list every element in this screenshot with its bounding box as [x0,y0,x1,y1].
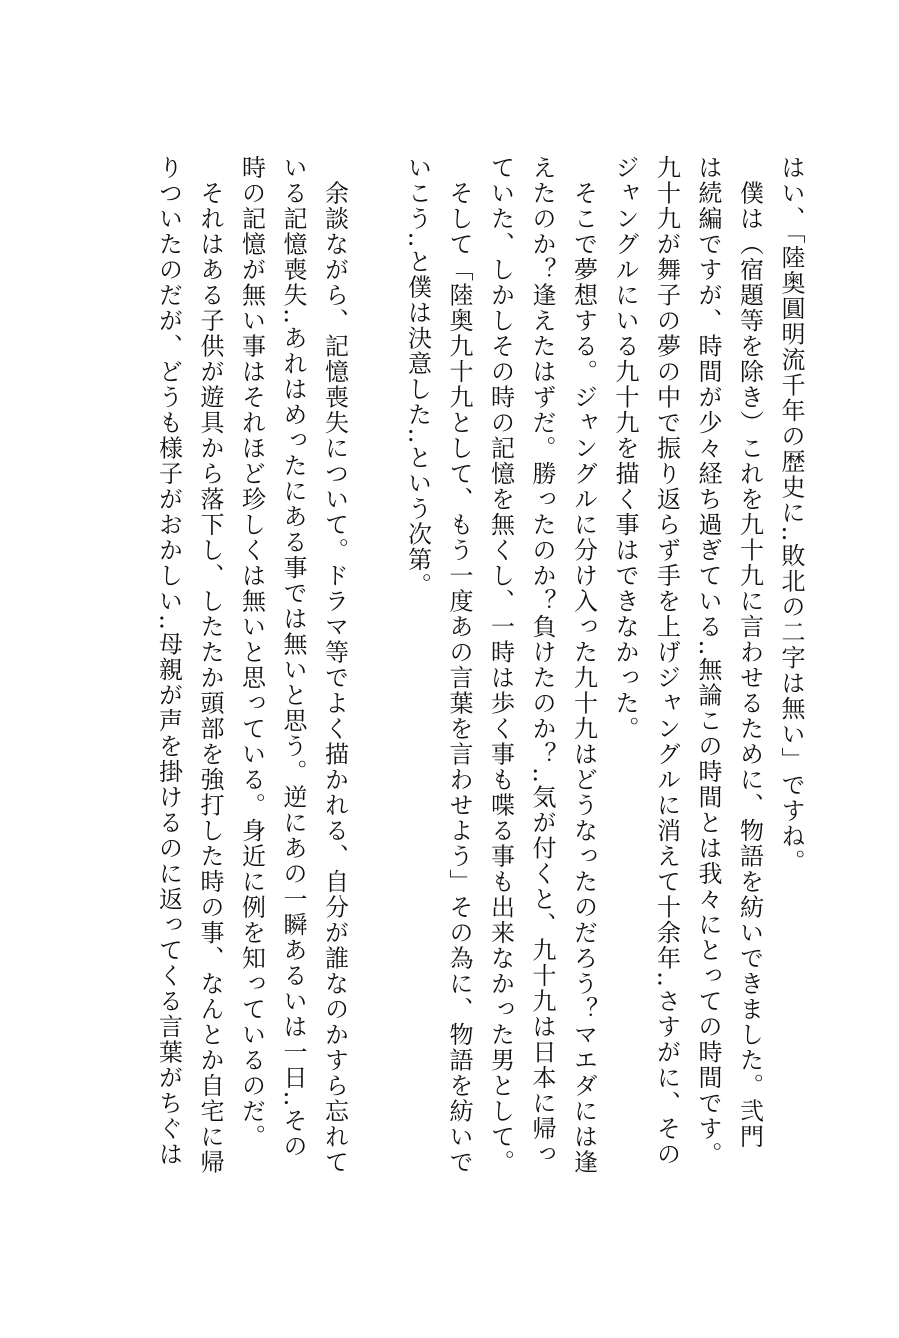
text-line-6: そこで夢想する。ジャングルに分け入った九十九はどうなったのだろう？マエダには逢 [569,155,598,1175]
text-line-5: ジャングルにいる九十九を描く事はできなかった。 [611,155,639,742]
vertical-text-body [147,155,811,1185]
text-line-15: それはある子供が遊具から落下し、したたか頭部を強打した時の事、なんとか自宅に帰 [196,155,224,1175]
text-line-2: 僕は（宿題等を除き）これを九十九に言わせるために、物語を紡いできました。弐門 [735,155,764,1150]
text-line-4: 九十九が舞子の夢の中で振り返らず手を上げジャングルに消えて十余年‥さすがに、その [652,155,681,1168]
paragraph-break [355,155,397,1185]
text-line-1: はい、「陸奥圓明流千年の歴史に‥敗北の二字は無い」ですね。 [777,155,805,875]
text-line-14: 時の記憶が無い事はそれほど珍しくは無いと思っている。身近に例を知っているのだ。 [237,155,266,1150]
text-line-12: 余談ながら、記憶喪失について。ドラマ等でよく描かれる、自分が誰なのかすら忘れて [320,155,349,1175]
text-line-13: いる記憶喪失‥あれはめったにある事では無いと思う。逆にあの一瞬あるいは一日‥その [279,155,307,1160]
text-line-7: えたのか？逢えたはずだ。勝ったのか？負けたのか？‥気が付くと、九十九は日本に帰っ [528,155,556,1168]
text-line-9: そして「陸奥九十九として、もう一度あの言葉を言わせよう」その為に、物語を紡いで [445,155,473,1175]
text-line-3: は続編ですが、時間が少々経ち過ぎている‥無論この時間とは我々にとっての時間です。 [694,155,722,1168]
text-line-10: いこう‥と僕は決意した‥という次第。 [403,155,432,599]
text-line-16: りついたのだが、どうも様子がおかしい‥母親が声を掛けるのに返ってくる言葉がちぐは [154,155,183,1168]
text-line-8: ていた、しかしその時の記憶を無くし、一時は歩く事も喋る事も出来なかった男として。 [486,155,515,1175]
